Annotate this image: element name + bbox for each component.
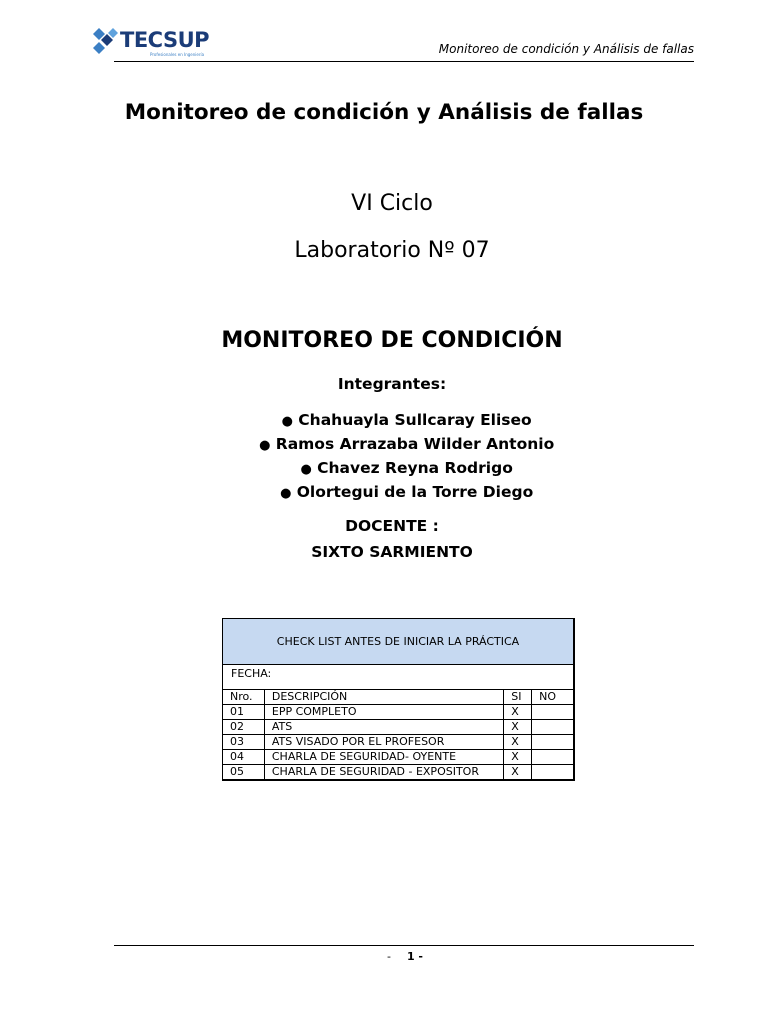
document-title: Monitoreo de condición y Análisis de fallas: [124, 100, 644, 125]
table-cell: [532, 765, 573, 780]
table-cell: ATS: [264, 720, 503, 735]
table-cell: [532, 750, 573, 765]
table-cell: X: [504, 750, 532, 765]
bullet-icon: ●: [281, 414, 293, 429]
column-header: SI: [504, 690, 532, 705]
page-number-dash: -: [386, 950, 391, 963]
table-cell: X: [504, 720, 532, 735]
table-header-row: [223, 690, 573, 705]
table-cell: X: [504, 765, 532, 780]
list-item: [0, 456, 768, 480]
member-name: Chavez Reyna Rodrigo: [317, 459, 513, 477]
member-name: Chahuayla Sullcaray Eliseo: [298, 411, 532, 429]
bullet-icon: ●: [259, 438, 271, 453]
table-cell: ATS VISADO POR EL PROFESOR: [264, 735, 503, 750]
tecsup-logo-icon: [92, 26, 120, 56]
running-header-title: Monitoreo de condición y Análisis de fallas: [438, 42, 694, 56]
page-header: [92, 22, 694, 62]
header-divider: [114, 61, 694, 62]
table-row: [223, 720, 573, 735]
members-list: [0, 408, 768, 504]
docente-name: SIXTO SARMIENTO: [311, 543, 473, 561]
table-cell: EPP COMPLETO: [264, 705, 503, 720]
logo-tagline: Profesionales en Ingeniería: [150, 52, 205, 57]
column-header: DESCRIPCIÓN: [264, 690, 503, 705]
table-cell: 03: [223, 735, 264, 750]
docente-label: DOCENTE :: [345, 517, 439, 535]
table-cell: [532, 720, 573, 735]
checklist-table: [222, 618, 575, 781]
table-row: [223, 750, 573, 765]
column-header: Nro.: [223, 690, 264, 705]
table-cell: 05: [223, 765, 264, 780]
member-name: Ramos Arrazaba Wilder Antonio: [275, 435, 555, 453]
table-row: [223, 735, 573, 750]
column-header: NO: [532, 690, 573, 705]
table-cell: CHARLA DE SEGURIDAD- OYENTE: [264, 750, 503, 765]
list-item: [0, 432, 768, 456]
table-cell: X: [504, 735, 532, 750]
table-cell: 01: [223, 705, 264, 720]
footer-divider: [114, 945, 694, 946]
checklist-date-label: FECHA:: [223, 665, 573, 690]
checklist-title: CHECK LIST ANTES DE INICIAR LA PRÁCTICA: [223, 619, 573, 665]
bullet-icon: ●: [280, 486, 292, 501]
table-cell: 04: [223, 750, 264, 765]
cycle-label: VI Ciclo: [351, 191, 433, 216]
bullet-icon: ●: [300, 462, 312, 477]
table-row: [223, 765, 573, 780]
section-title: MONITOREO DE CONDICIÓN: [221, 328, 563, 353]
table-cell: 02: [223, 720, 264, 735]
members-heading: Integrantes:: [337, 375, 447, 393]
table-row: [223, 705, 573, 720]
list-item: [0, 408, 768, 432]
table-cell: [532, 705, 573, 720]
page-number: [0, 950, 768, 963]
checklist-grid: [223, 690, 573, 779]
table-cell: [532, 735, 573, 750]
lab-number: Laboratorio Nº 07: [294, 238, 490, 263]
logo-wordmark: TECSUP: [120, 28, 210, 52]
member-name: Olortegui de la Torre Diego: [296, 483, 534, 501]
page-number-value: 1 -: [406, 950, 424, 963]
tecsup-logo: [92, 26, 222, 60]
table-cell: X: [504, 705, 532, 720]
table-cell: CHARLA DE SEGURIDAD - EXPOSITOR: [264, 765, 503, 780]
list-item: [0, 480, 768, 504]
